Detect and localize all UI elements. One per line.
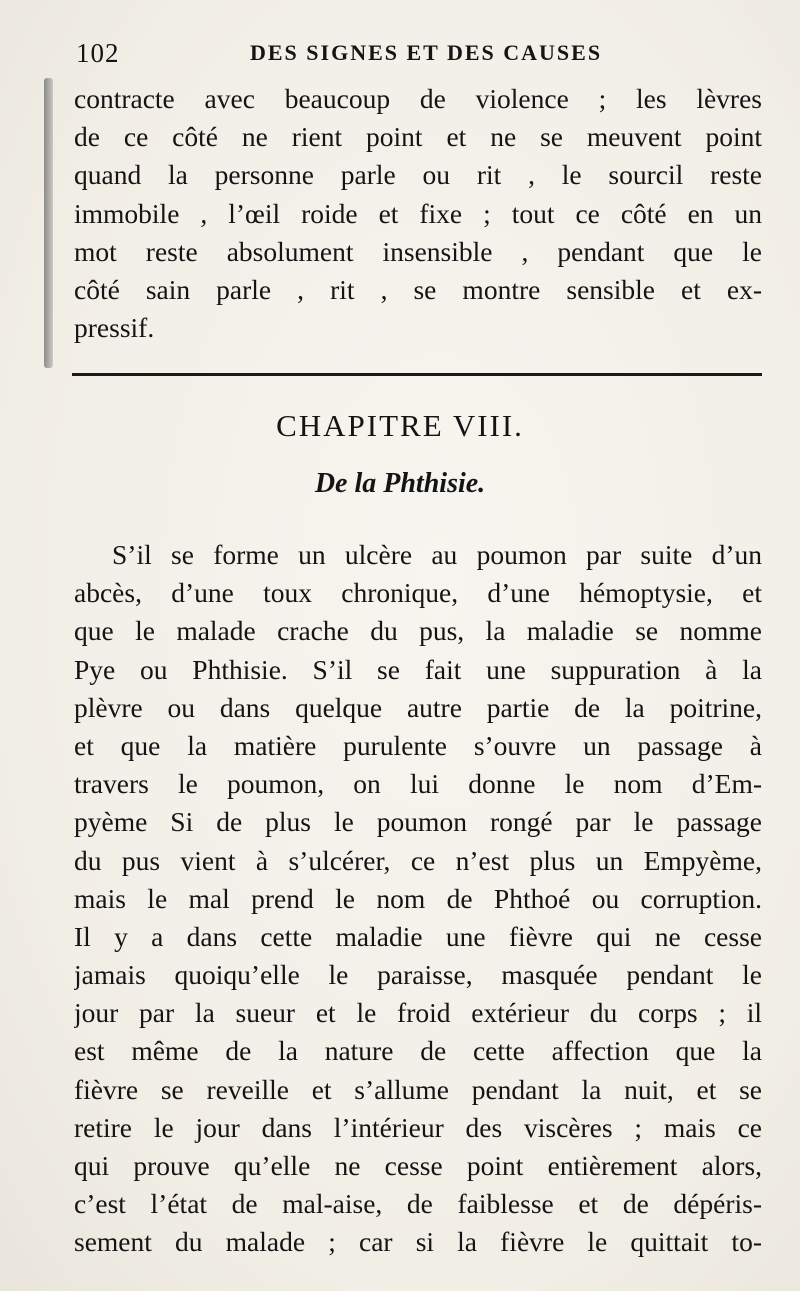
margin-pencil-mark: [44, 78, 53, 368]
page-number: 102: [76, 38, 120, 68]
text-line: plèvre ou dans quelque autre partie de la poitrine,: [74, 691, 762, 723]
section-divider: [72, 373, 762, 376]
text-line: pressif.: [74, 312, 155, 344]
text-line: abcès, d’une toux chronique, d’une hémoptysie, et: [74, 577, 762, 609]
text-line: fièvre se reveille et s’allume pendant la nuit, et se: [74, 1073, 762, 1105]
text-line: jamais quoiqu’elle le paraisse, masquée pendant le: [74, 959, 762, 991]
text-line: S’il se forme un ulcère au poumon par suite d’un: [112, 539, 762, 570]
text-line: contracte avec beaucoup de violence ; les lèvres: [74, 83, 762, 114]
text-line: immobile , l’œil roide et fixe ; tout ce côté en un: [74, 197, 762, 229]
text-line: que le malade crache du pus, la maladie se nomme: [74, 615, 762, 647]
text-line: retire le jour dans l’intérieur des viscères ; mais ce: [74, 1111, 762, 1143]
chapter-subtitle: De la Phthisie.: [314, 468, 486, 499]
text-line: est même de la nature de cette affection que la: [74, 1035, 762, 1067]
text-line: pyème Si de plus le poumon rongé par le passage: [74, 806, 762, 838]
top-paragraph: [74, 80, 762, 347]
text-line: du pus vient à s’ulcérer, ce n’est plus un Empyème,: [74, 844, 762, 876]
main-paragraph: [74, 536, 762, 1262]
text-line: quand la personne parle ou rit , le sourcil reste: [74, 159, 762, 191]
text-line: de ce côté ne rient point et ne se meuvent point: [74, 121, 762, 153]
chapter-title: CHAPITRE VIII.: [276, 408, 524, 443]
text-line: jour par la sueur et le froid extérieur du corps ; il: [74, 997, 762, 1029]
text-line: et que la matière purulente s’ouvre un passage à: [74, 729, 762, 761]
text-line: travers le poumon, on lui donne le nom d’Em-: [74, 768, 762, 800]
text-line: côté sain parle , rit , se montre sensible et ex-: [74, 273, 762, 305]
text-line: c’est l’état de mal-aise, de faiblesse et de dépéris-: [74, 1188, 762, 1220]
text-line: Il y a dans cette maladie une fièvre qui ne cesse: [74, 920, 762, 952]
text-line: qui prouve qu’elle ne cesse point entièrement alors,: [74, 1150, 762, 1181]
running-head: DES SIGNES ET DES CAUSES: [250, 40, 603, 65]
text-line: Pye ou Phthisie. S’il se fait une suppuration à la: [74, 653, 762, 685]
text-line: sement du malade ; car si la fièvre le quittait to-: [74, 1226, 762, 1258]
text-line: mot reste absolument insensible , pendant que le: [74, 235, 762, 267]
text-line: mais le mal prend le nom de Phthoé ou corruption.: [74, 882, 762, 914]
page-header: [72, 38, 762, 70]
